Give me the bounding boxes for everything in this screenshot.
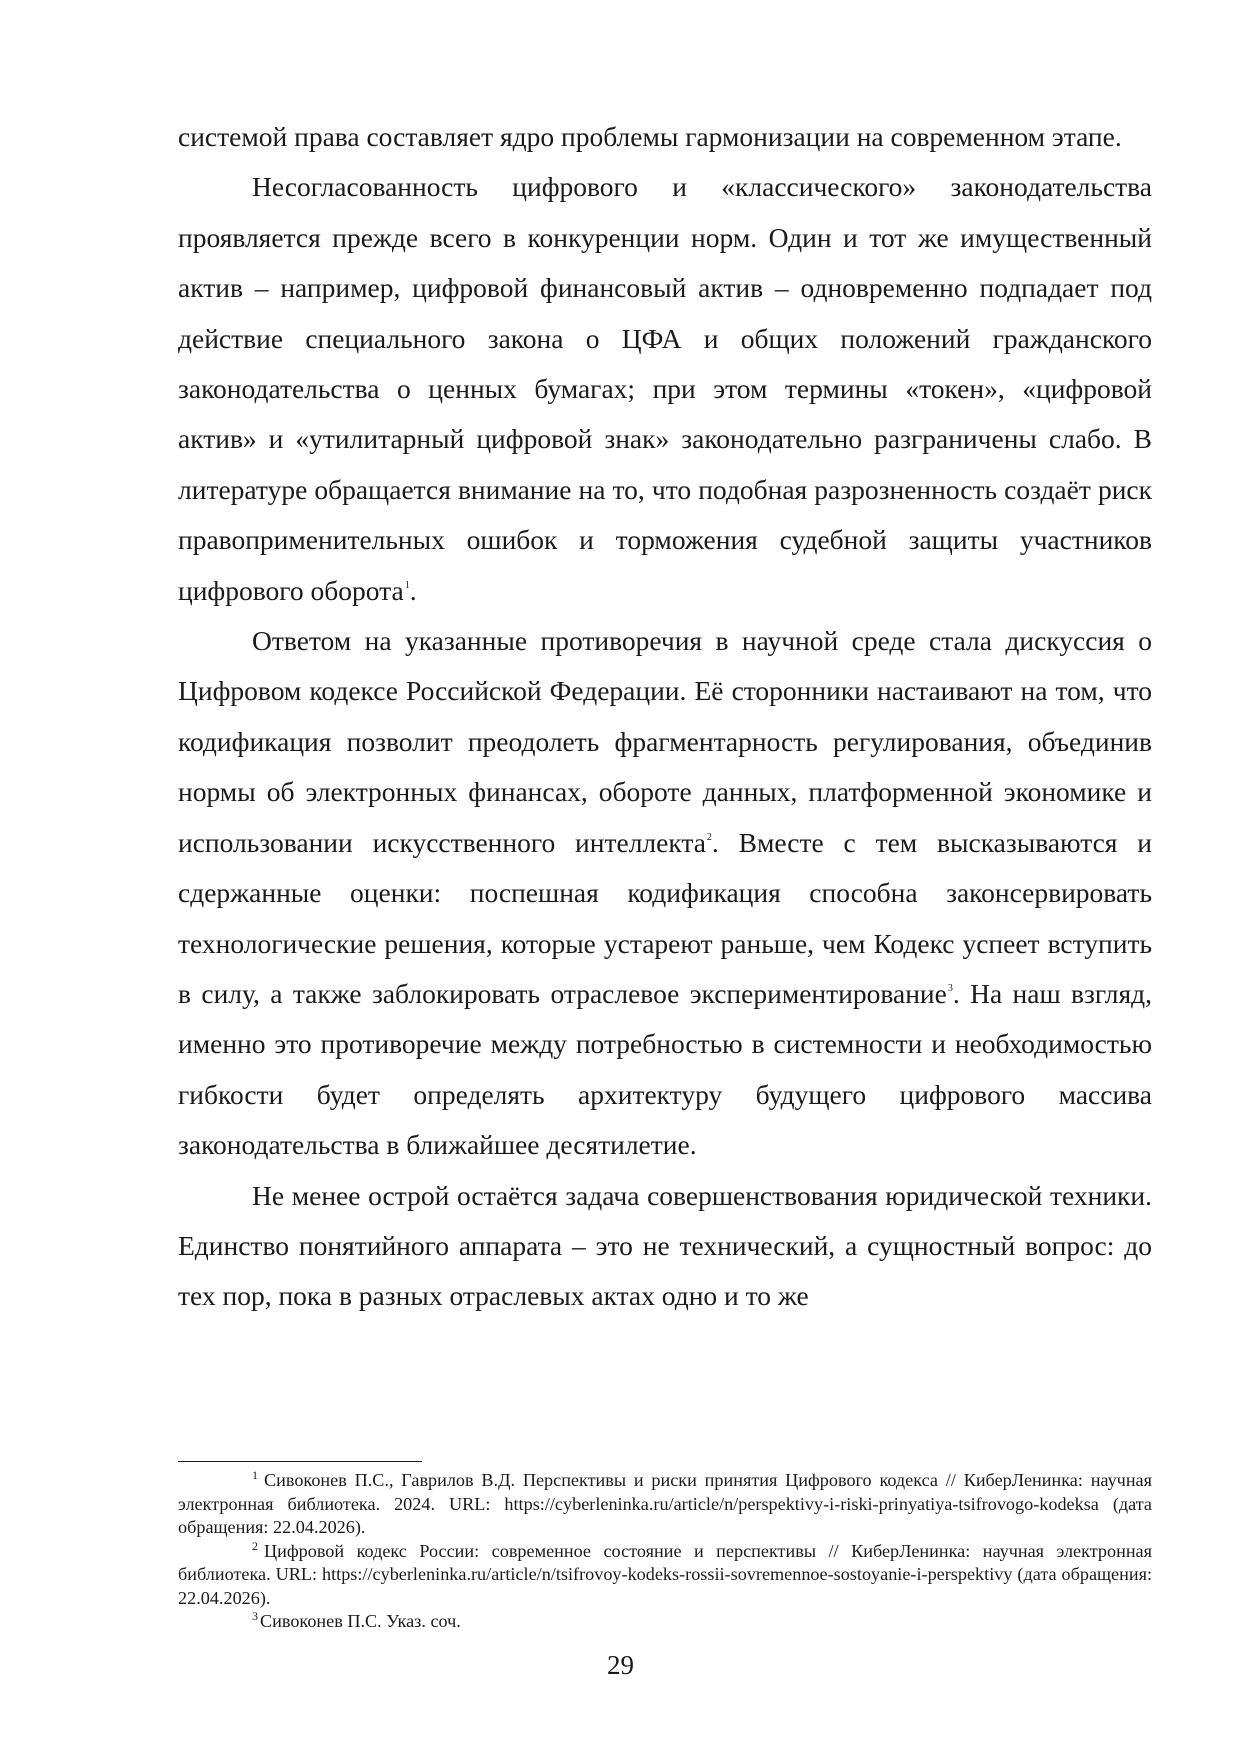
paragraph-text: Ответом на указанные противоречия в научной среде стала дискуссия о Цифровом кодексе Российской Федерации. Её сторонники настаивают на том, что кодификация позволит преодолеть фрагментарность регулирования, объединив нормы об электронных финансах, обороте данных, платформенной экономике и использовании искусственного интеллекта (178, 625, 1152, 858)
footnote-text: Цифровой кодекс России: современное состояние и перспективы // КиберЛенинка: научная электронная библиотека. URL: https://cyberleninka.ru/article/n/tsifrovoy-kodeks-rossii-sovremennoe-sostoyanie-i-perspektivy (дата обращения: 22.04.2026). (178, 1540, 1152, 1608)
paragraph-text: системой права составляет ядро проблемы гармонизации на современном этапе. (178, 121, 1122, 152)
main-text (178, 112, 1152, 1322)
footnote-number: 1 (252, 1468, 258, 1482)
paragraph-text: Не менее острой остаётся задача совершенствования юридической техники. Единство понятийного аппарата – это не технический, а сущностный вопрос: до тех пор, пока в разных отраслевых актах одно и то же (178, 1179, 1152, 1312)
paragraph-continuation (178, 112, 1152, 162)
paragraph-legal-technique (178, 1171, 1152, 1322)
footnotes (178, 1469, 1152, 1634)
footnote-ref-1[interactable]: 1 (404, 579, 410, 591)
paragraph-text: Несогласованность цифрового и «классического» законодательства проявляется прежде всего в конкуренции норм. Один и тот же имущественный актив – например, цифровой финансовый актив – одновременно подпадает под действие специального закона о ЦФА и общих положений гражданского законодательства о ценных бумагах; при этом термины «токен», «цифровой актив» и «утилитарный цифровой знак» законодательно разграничены слабо. В литературе обращается внимание на то, что подобная разрозненность создаёт риск правоприменительных ошибок и торможения судебной защиты участников цифрового оборота (178, 171, 1152, 606)
paragraph-tail: . (409, 574, 417, 606)
footnote-3 (178, 1610, 1152, 1634)
footnote-2 (178, 1540, 1152, 1611)
paragraph-text: . На наш взгляд, именно это противоречие между потребностью в системности и необходимостью гибкости будет определять архитектуру будущего цифрового массива законодательства в ближайшее десятилетие. (178, 977, 1152, 1161)
paragraph-text: . Вместе с тем высказываются и сдержанные оценки: поспешная кодификация способна законсервировать технологические решения, которые устареют раньше, чем Кодекс успеет вступить в силу, а также заблокировать отраслевое экспериментирование (178, 826, 1152, 1009)
paragraph-digital-code (178, 616, 1152, 1170)
page-number: 29 (607, 1650, 634, 1680)
footnote-separator (178, 1461, 422, 1462)
footnote-number: 2 (252, 1538, 258, 1553)
footnote-number: 3 (252, 1609, 258, 1623)
footnote-text: Сивоконев П.С. Указ. соч. (260, 1611, 461, 1631)
footnote-ref-3[interactable]: 3 (947, 982, 953, 994)
footnote-text: Сивоконев П.С., Гаврилов В.Д. Перспективы и риски принятия Цифрового кодекса // КиберЛенинка: научная электронная библиотека. 2024. URL: https://cyberleninka.ru/article/n/perspektivy-i-riski-prinyatiya-tsifrovogo-kodeksa (дата обращения: 22.04.2026). (178, 1470, 1152, 1537)
footnote-1 (178, 1469, 1152, 1540)
footnote-ref-2[interactable]: 2 (706, 831, 712, 843)
paragraph-inconsistency (178, 162, 1152, 616)
